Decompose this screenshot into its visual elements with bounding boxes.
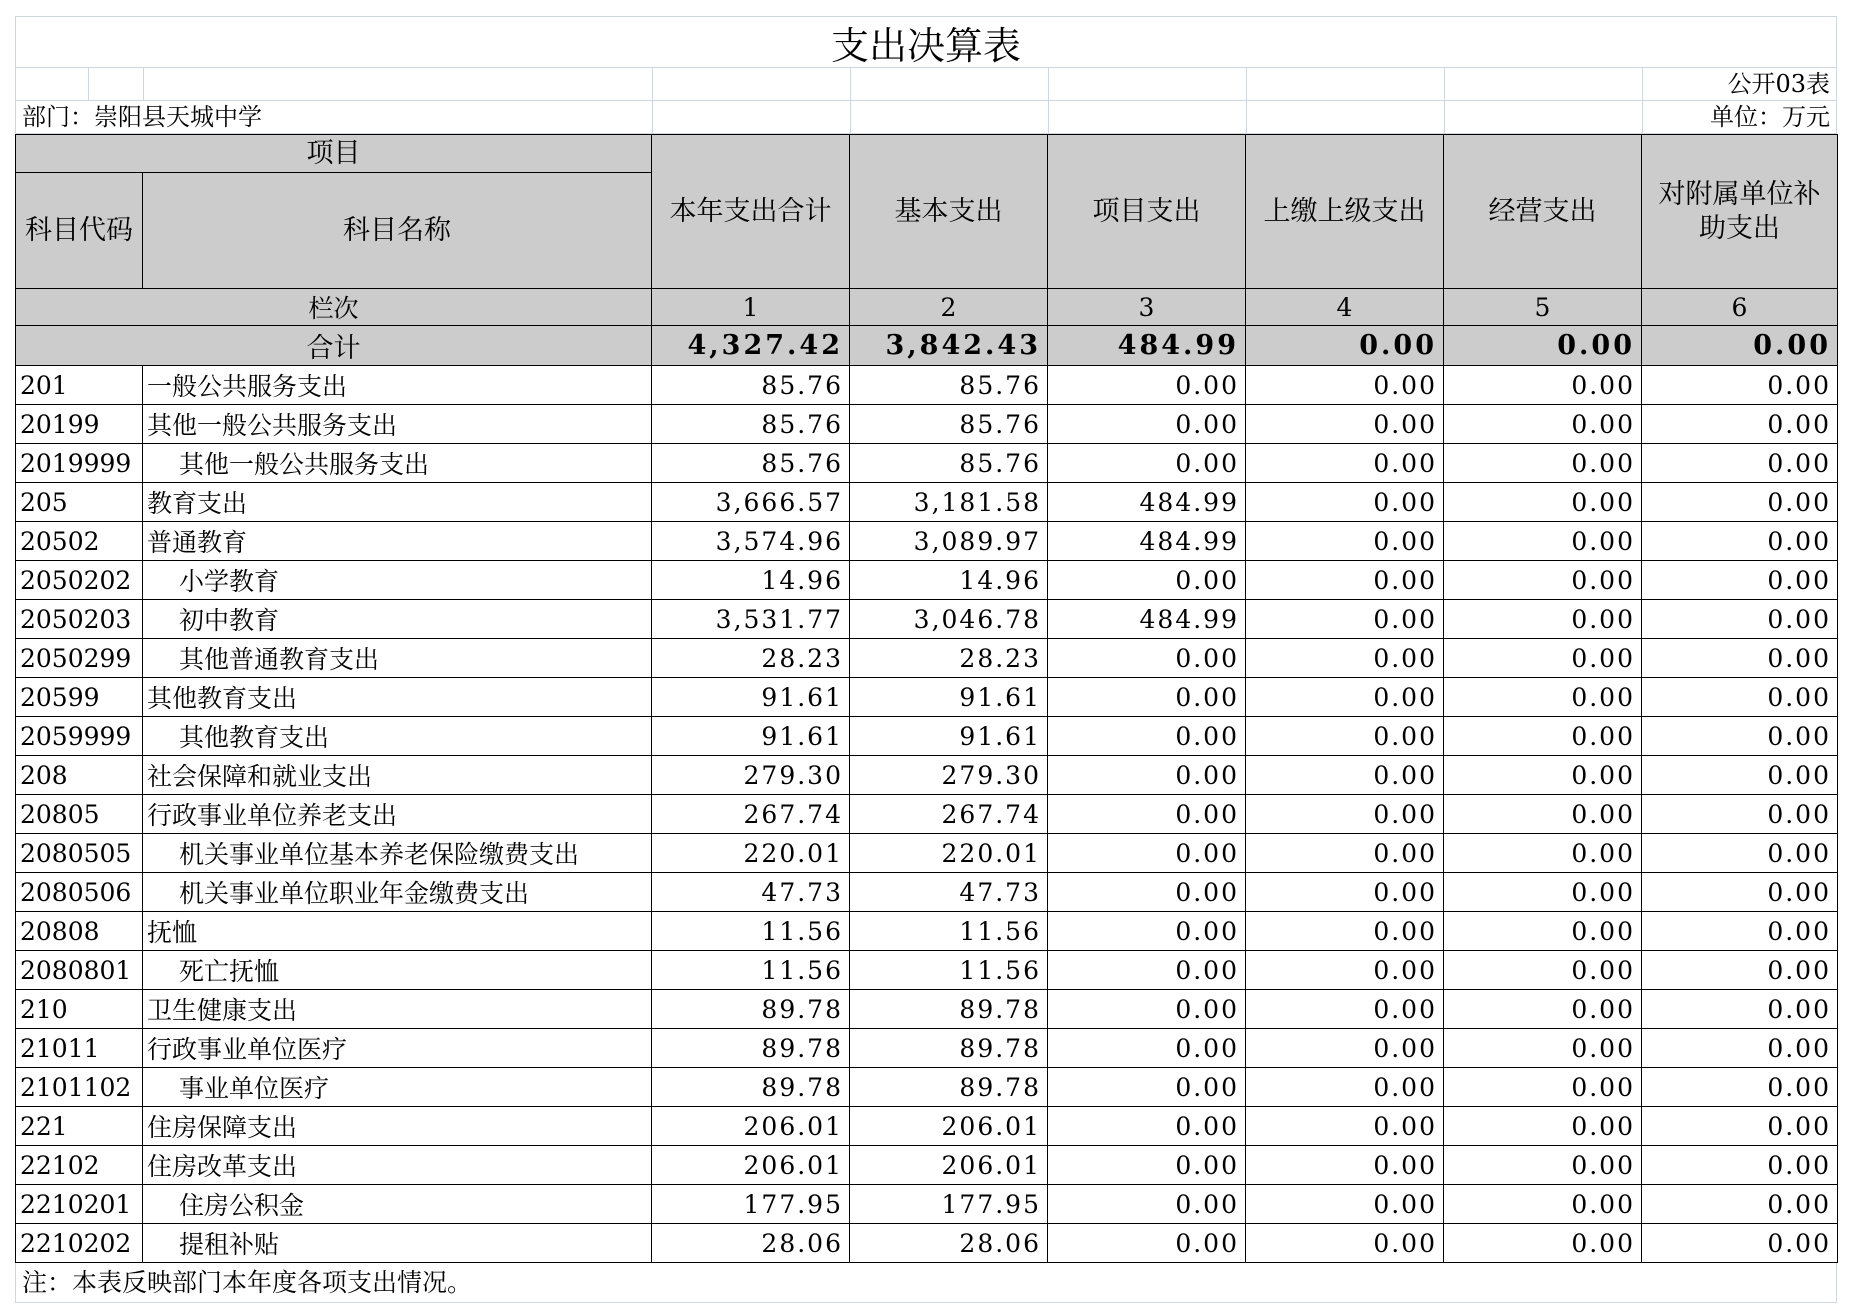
amount-cell: 3,574.96: [652, 522, 850, 561]
amount-cell: 0.00: [1642, 717, 1838, 756]
header-item: 项目: [16, 135, 652, 173]
subject-code: 2019999: [16, 444, 143, 483]
table-row: [16, 639, 1838, 678]
amount-cell: 0.00: [1642, 1224, 1838, 1263]
table-row: [16, 678, 1838, 717]
subject-code: 2101102: [16, 1068, 143, 1107]
amount-cell: 0.00: [1246, 444, 1444, 483]
subject-code: 22102: [16, 1146, 143, 1185]
total-value: 4,327.42: [652, 326, 850, 366]
subject-code: 2080801: [16, 951, 143, 990]
subject-name: 教育支出: [143, 483, 652, 522]
amount-cell: 28.06: [850, 1224, 1048, 1263]
amount-cell: 3,531.77: [652, 600, 850, 639]
subject-name: 抚恤: [143, 912, 652, 951]
subject-name: 住房改革支出: [143, 1146, 652, 1185]
amount-cell: 0.00: [1246, 990, 1444, 1029]
subject-name: 住房保障支出: [143, 1107, 652, 1146]
subject-name: 初中教育: [143, 600, 652, 639]
amount-cell: 0.00: [1642, 678, 1838, 717]
subject-name: 机关事业单位基本养老保险缴费支出: [143, 834, 652, 873]
subject-name: 行政事业单位医疗: [143, 1029, 652, 1068]
table-row: [16, 366, 1838, 405]
amount-cell: 3,046.78: [850, 600, 1048, 639]
amount-cell: 0.00: [1048, 1107, 1246, 1146]
amount-cell: 0.00: [1642, 1146, 1838, 1185]
amount-cell: 0.00: [1246, 366, 1444, 405]
amount-cell: 0.00: [1048, 990, 1246, 1029]
amount-cell: 177.95: [850, 1185, 1048, 1224]
header-project-expenditure: 项目支出: [1048, 135, 1246, 289]
amount-cell: 47.73: [652, 873, 850, 912]
subject-code: 205: [16, 483, 143, 522]
expenditure-table: [15, 134, 1838, 1263]
amount-cell: 279.30: [652, 756, 850, 795]
amount-cell: 0.00: [1444, 405, 1642, 444]
amount-cell: 11.56: [850, 912, 1048, 951]
amount-cell: 0.00: [1642, 600, 1838, 639]
subject-name: 提租补贴: [143, 1224, 652, 1263]
amount-cell: 28.23: [652, 639, 850, 678]
amount-cell: 0.00: [1048, 366, 1246, 405]
table-row: [16, 561, 1838, 600]
subject-code: 20502: [16, 522, 143, 561]
subject-name: 卫生健康支出: [143, 990, 652, 1029]
amount-cell: 0.00: [1642, 522, 1838, 561]
amount-cell: 89.78: [652, 1029, 850, 1068]
table-row: [16, 717, 1838, 756]
amount-cell: 279.30: [850, 756, 1048, 795]
amount-cell: 0.00: [1642, 756, 1838, 795]
amount-cell: 85.76: [850, 405, 1048, 444]
column-number: 2: [850, 289, 1048, 326]
subject-name: 其他一般公共服务支出: [143, 405, 652, 444]
amount-cell: 0.00: [1642, 1185, 1838, 1224]
amount-cell: 0.00: [1444, 834, 1642, 873]
amount-cell: 0.00: [1642, 639, 1838, 678]
header-code: 科目代码: [16, 173, 143, 289]
table-row: [16, 483, 1838, 522]
amount-cell: 89.78: [850, 990, 1048, 1029]
amount-cell: 85.76: [652, 405, 850, 444]
table-row: [16, 834, 1838, 873]
department-label: 部门：崇阳县天城中学: [22, 103, 262, 131]
amount-cell: 0.00: [1444, 639, 1642, 678]
subject-code: 20199: [16, 405, 143, 444]
amount-cell: 85.76: [850, 444, 1048, 483]
amount-cell: 85.76: [850, 366, 1048, 405]
table-number: 公开03表: [1727, 70, 1830, 98]
amount-cell: 0.00: [1246, 600, 1444, 639]
subject-name: 机关事业单位职业年金缴费支出: [143, 873, 652, 912]
subject-code: 2050202: [16, 561, 143, 600]
amount-cell: 11.56: [652, 912, 850, 951]
subject-name: 其他教育支出: [143, 717, 652, 756]
amount-cell: 0.00: [1246, 795, 1444, 834]
amount-cell: 47.73: [850, 873, 1048, 912]
amount-cell: 0.00: [1246, 912, 1444, 951]
amount-cell: 484.99: [1048, 483, 1246, 522]
header-basic-expenditure: 基本支出: [850, 135, 1048, 289]
total-value: 0.00: [1642, 326, 1838, 366]
amount-cell: 3,089.97: [850, 522, 1048, 561]
subject-name: 小学教育: [143, 561, 652, 600]
amount-cell: 89.78: [652, 990, 850, 1029]
subject-code: 2210202: [16, 1224, 143, 1263]
amount-cell: 0.00: [1246, 951, 1444, 990]
amount-cell: 0.00: [1048, 717, 1246, 756]
amount-cell: 267.74: [850, 795, 1048, 834]
subject-code: 2050299: [16, 639, 143, 678]
amount-cell: 0.00: [1246, 405, 1444, 444]
amount-cell: 0.00: [1444, 483, 1642, 522]
table-row: [16, 1146, 1838, 1185]
amount-cell: 0.00: [1444, 1224, 1642, 1263]
amount-cell: 0.00: [1048, 1185, 1246, 1224]
amount-cell: 11.56: [850, 951, 1048, 990]
amount-cell: 267.74: [652, 795, 850, 834]
amount-cell: 0.00: [1246, 717, 1444, 756]
total-value: 0.00: [1246, 326, 1444, 366]
amount-cell: 206.01: [652, 1107, 850, 1146]
column-number: 6: [1642, 289, 1838, 326]
amount-cell: 0.00: [1642, 1029, 1838, 1068]
amount-cell: 0.00: [1642, 951, 1838, 990]
amount-cell: 206.01: [850, 1107, 1048, 1146]
subject-code: 2210201: [16, 1185, 143, 1224]
amount-cell: 0.00: [1048, 1029, 1246, 1068]
amount-cell: 89.78: [652, 1068, 850, 1107]
department-row: [15, 101, 1837, 134]
subject-name: 其他普通教育支出: [143, 639, 652, 678]
header-subsidiary-subsidy: 对附属单位补助支出: [1642, 135, 1838, 289]
amount-cell: 0.00: [1444, 561, 1642, 600]
amount-cell: 0.00: [1444, 1068, 1642, 1107]
total-row: [16, 326, 1838, 366]
amount-cell: 0.00: [1444, 717, 1642, 756]
amount-cell: 0.00: [1246, 1029, 1444, 1068]
amount-cell: 0.00: [1642, 990, 1838, 1029]
subject-name: 死亡抚恤: [143, 951, 652, 990]
amount-cell: 0.00: [1444, 1029, 1642, 1068]
amount-cell: 0.00: [1642, 405, 1838, 444]
amount-cell: 0.00: [1048, 444, 1246, 483]
amount-cell: 0.00: [1048, 561, 1246, 600]
table-row: [16, 444, 1838, 483]
amount-cell: 0.00: [1444, 1107, 1642, 1146]
amount-cell: 0.00: [1246, 834, 1444, 873]
table-row: [16, 1068, 1838, 1107]
amount-cell: 0.00: [1444, 522, 1642, 561]
table-row: [16, 756, 1838, 795]
amount-cell: 484.99: [1048, 600, 1246, 639]
amount-cell: 0.00: [1246, 1224, 1444, 1263]
amount-cell: 14.96: [850, 561, 1048, 600]
amount-cell: 0.00: [1048, 1224, 1246, 1263]
amount-cell: 0.00: [1444, 756, 1642, 795]
amount-cell: 0.00: [1246, 1107, 1444, 1146]
subject-code: 20808: [16, 912, 143, 951]
subject-name: 住房公积金: [143, 1185, 652, 1224]
amount-cell: 0.00: [1048, 678, 1246, 717]
amount-cell: 3,181.58: [850, 483, 1048, 522]
amount-cell: 206.01: [652, 1146, 850, 1185]
spreadsheet: [15, 16, 1837, 1303]
table-row: [16, 405, 1838, 444]
amount-cell: 0.00: [1642, 873, 1838, 912]
amount-cell: 0.00: [1048, 756, 1246, 795]
amount-cell: 0.00: [1444, 990, 1642, 1029]
subject-name: 事业单位医疗: [143, 1068, 652, 1107]
subject-name: 其他教育支出: [143, 678, 652, 717]
amount-cell: 0.00: [1444, 1185, 1642, 1224]
amount-cell: 0.00: [1246, 1068, 1444, 1107]
amount-cell: 0.00: [1246, 483, 1444, 522]
column-number: 5: [1444, 289, 1642, 326]
amount-cell: 0.00: [1444, 444, 1642, 483]
subject-code: 2059999: [16, 717, 143, 756]
amount-cell: 0.00: [1048, 873, 1246, 912]
amount-cell: 0.00: [1246, 873, 1444, 912]
amount-cell: 14.96: [652, 561, 850, 600]
amount-cell: 0.00: [1048, 834, 1246, 873]
amount-cell: 3,666.57: [652, 483, 850, 522]
amount-cell: 28.23: [850, 639, 1048, 678]
subject-code: 2050203: [16, 600, 143, 639]
column-number: 4: [1246, 289, 1444, 326]
amount-cell: 0.00: [1642, 444, 1838, 483]
table-row: [16, 1224, 1838, 1263]
subject-code: 201: [16, 366, 143, 405]
amount-cell: 177.95: [652, 1185, 850, 1224]
amount-cell: 0.00: [1048, 912, 1246, 951]
amount-cell: 28.06: [652, 1224, 850, 1263]
amount-cell: 91.61: [652, 678, 850, 717]
column-number: 1: [652, 289, 850, 326]
amount-cell: 0.00: [1642, 483, 1838, 522]
table-row: [16, 1107, 1838, 1146]
table-row: [16, 912, 1838, 951]
amount-cell: 0.00: [1444, 600, 1642, 639]
amount-cell: 0.00: [1246, 561, 1444, 600]
header-remit-superior: 上缴上级支出: [1246, 135, 1444, 289]
amount-cell: 0.00: [1048, 405, 1246, 444]
amount-cell: 0.00: [1444, 795, 1642, 834]
amount-cell: 0.00: [1246, 756, 1444, 795]
column-number-label: 栏次: [16, 289, 652, 326]
amount-cell: 0.00: [1048, 795, 1246, 834]
amount-cell: 11.56: [652, 951, 850, 990]
amount-cell: 0.00: [1444, 951, 1642, 990]
amount-cell: 85.76: [652, 366, 850, 405]
header-total-expenditure: 本年支出合计: [652, 135, 850, 289]
table-row: [16, 600, 1838, 639]
subject-name: 一般公共服务支出: [143, 366, 652, 405]
table-row: [16, 795, 1838, 834]
total-value: 484.99: [1048, 326, 1246, 366]
amount-cell: 0.00: [1246, 1146, 1444, 1185]
amount-cell: 91.61: [850, 678, 1048, 717]
subject-code: 21011: [16, 1029, 143, 1068]
table-row: [16, 990, 1838, 1029]
table-row: [16, 1185, 1838, 1224]
subject-code: 2080505: [16, 834, 143, 873]
amount-cell: 0.00: [1048, 1068, 1246, 1107]
subject-code: 221: [16, 1107, 143, 1146]
amount-cell: 0.00: [1246, 522, 1444, 561]
column-number: 3: [1048, 289, 1246, 326]
amount-cell: 89.78: [850, 1068, 1048, 1107]
subject-name: 普通教育: [143, 522, 652, 561]
subject-name: 社会保障和就业支出: [143, 756, 652, 795]
subject-code: 20599: [16, 678, 143, 717]
amount-cell: 0.00: [1642, 561, 1838, 600]
subject-code: 208: [16, 756, 143, 795]
amount-cell: 0.00: [1642, 1068, 1838, 1107]
page-title: 支出决算表: [15, 16, 1837, 68]
table-row: [16, 951, 1838, 990]
amount-cell: 0.00: [1048, 1146, 1246, 1185]
unit-label: 单位：万元: [1710, 103, 1830, 131]
amount-cell: 0.00: [1048, 951, 1246, 990]
table-row: [16, 522, 1838, 561]
total-label: 合计: [16, 326, 652, 366]
amount-cell: 0.00: [1444, 873, 1642, 912]
amount-cell: 0.00: [1246, 678, 1444, 717]
amount-cell: 484.99: [1048, 522, 1246, 561]
subject-code: 2080506: [16, 873, 143, 912]
table-number-row: [15, 68, 1837, 101]
amount-cell: 0.00: [1246, 639, 1444, 678]
subject-name: 行政事业单位养老支出: [143, 795, 652, 834]
amount-cell: 0.00: [1246, 1185, 1444, 1224]
total-value: 3,842.43: [850, 326, 1048, 366]
footnote: 注：本表反映部门本年度各项支出情况。: [15, 1263, 1837, 1303]
amount-cell: 0.00: [1642, 912, 1838, 951]
amount-cell: 0.00: [1444, 912, 1642, 951]
amount-cell: 89.78: [850, 1029, 1048, 1068]
amount-cell: 0.00: [1642, 1107, 1838, 1146]
amount-cell: 0.00: [1642, 834, 1838, 873]
subject-code: 20805: [16, 795, 143, 834]
header-operating-expenditure: 经营支出: [1444, 135, 1642, 289]
subject-code: 210: [16, 990, 143, 1029]
amount-cell: 91.61: [652, 717, 850, 756]
amount-cell: 91.61: [850, 717, 1048, 756]
total-value: 0.00: [1444, 326, 1642, 366]
amount-cell: 85.76: [652, 444, 850, 483]
amount-cell: 0.00: [1444, 366, 1642, 405]
table-row: [16, 873, 1838, 912]
amount-cell: 0.00: [1444, 1146, 1642, 1185]
header-name: 科目名称: [143, 173, 652, 289]
amount-cell: 220.01: [652, 834, 850, 873]
subject-name: 其他一般公共服务支出: [143, 444, 652, 483]
amount-cell: 0.00: [1048, 639, 1246, 678]
amount-cell: 206.01: [850, 1146, 1048, 1185]
amount-cell: 220.01: [850, 834, 1048, 873]
amount-cell: 0.00: [1444, 678, 1642, 717]
table-row: [16, 1029, 1838, 1068]
amount-cell: 0.00: [1642, 795, 1838, 834]
amount-cell: 0.00: [1642, 366, 1838, 405]
